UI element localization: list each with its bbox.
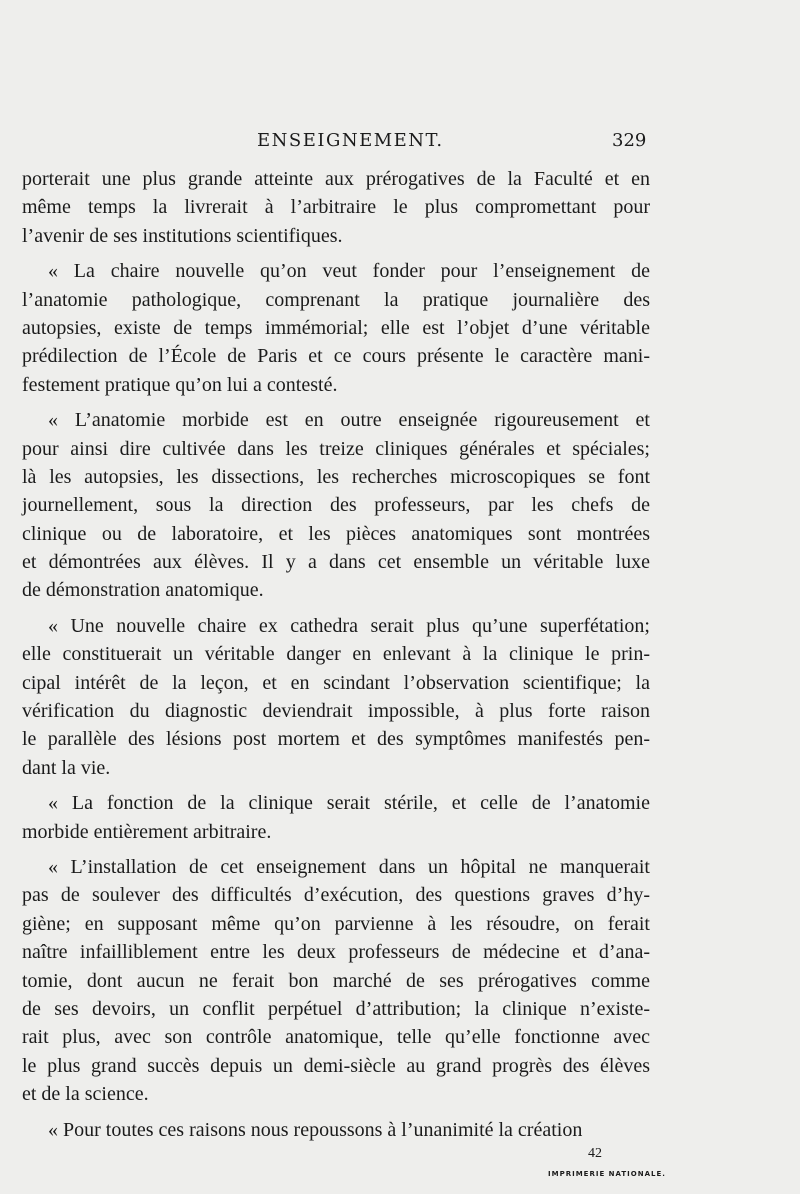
paragraph: [22, 612, 650, 782]
text-line: de démonstration anatomique.: [22, 579, 264, 602]
text-line: le parallèle des lésions post mortem et des symptômes manifestés pen-: [22, 728, 650, 751]
text-line: morbide entièrement arbitraire.: [22, 820, 272, 843]
paragraph: [22, 165, 650, 250]
signature-mark: 42: [588, 1146, 602, 1161]
text-line: giène; en supposant même qu’on parvienne à les résoudre, on ferait: [22, 912, 650, 935]
text-line: là les autopsies, les dissections, les recherches microscopiques se font: [22, 465, 650, 488]
text-line: l’anatomie pathologique, comprenant la pratique journalière des: [22, 288, 650, 311]
text-line: tomie, dont aucun ne ferait bon marché de ses prérogatives comme: [22, 969, 650, 992]
text-line: autopsies, existe de temps immémorial; elle est l’objet d’une véritable: [22, 316, 650, 339]
text-line: elle constituerait un véritable danger en enlevant à la clinique le prin-: [22, 643, 650, 666]
paragraph: [22, 853, 650, 1109]
text-line: « L’anatomie morbide est en outre enseignée rigoureusement et: [48, 409, 650, 432]
text-line: « La chaire nouvelle qu’on veut fonder pour l’enseignement de: [48, 260, 650, 283]
text-line: festement pratique qu’on lui a contesté.: [22, 373, 338, 396]
text-line: « La fonction de la clinique serait stérile, et celle de l’anatomie: [48, 792, 650, 815]
text-line: porterait une plus grande atteinte aux prérogatives de la Faculté et en: [22, 168, 650, 190]
text-line: le plus grand succès depuis un demi-siècle au grand progrès des élèves: [22, 1054, 650, 1077]
text-line: rait plus, avec son contrôle anatomique, telle qu’elle fonctionne avec: [22, 1026, 650, 1049]
page-number: 329: [612, 130, 647, 151]
text-line: naître infailliblement entre les deux professeurs de médecine et d’ana-: [22, 941, 650, 964]
text-line: vérification du diagnostic deviendrait impossible, à plus forte raison: [22, 700, 650, 723]
text-line: journellement, sous la direction des professeurs, par les chefs de: [22, 494, 650, 517]
text-line: même temps la livrerait à l’arbitraire le plus compromettant pour: [22, 196, 650, 219]
text-line: l’avenir de ses institutions scientifiques.: [22, 224, 343, 247]
text-line: et démontrées aux élèves. Il y a dans cet ensemble un véritable luxe: [22, 551, 650, 574]
text-line: « Une nouvelle chaire ex cathedra serait plus qu’une superfétation;: [48, 614, 650, 637]
running-title: ENSEIGNEMENT.: [257, 130, 444, 151]
text-line: clinique ou de laboratoire, et les pièces anatomiques sont montrées: [22, 522, 650, 545]
paragraph: [22, 789, 650, 846]
text-line: pas de soulever des difficultés d’exécution, des questions graves d’hy-: [22, 884, 650, 907]
paragraph: [22, 257, 650, 399]
printer-imprint: IMPRIMERIE NATIONALE.: [548, 1170, 666, 1178]
text-line: cipal intérêt de la leçon, et en scindant l’observation scientifique; la: [22, 671, 650, 694]
text-line: prédilection de l’École de Paris et ce cours présente le caractère mani-: [22, 345, 650, 368]
paragraph: [22, 1116, 650, 1144]
running-head: [0, 130, 800, 156]
text-line: « Pour toutes ces raisons nous repoussons à l’unanimité la création: [48, 1118, 583, 1141]
text-line: pour ainsi dire cultivée dans les treize cliniques générales et spéciales;: [22, 437, 650, 460]
text-line: dant la vie.: [22, 756, 111, 779]
body-text: [22, 165, 650, 1151]
paragraph: [22, 406, 650, 605]
text-line: de ses devoirs, un conflit perpétuel d’attribution; la clinique n’existe-: [22, 997, 650, 1020]
text-line: et de la science.: [22, 1083, 149, 1106]
text-line: « L’installation de cet enseignement dans un hôpital ne manquerait: [48, 855, 650, 878]
